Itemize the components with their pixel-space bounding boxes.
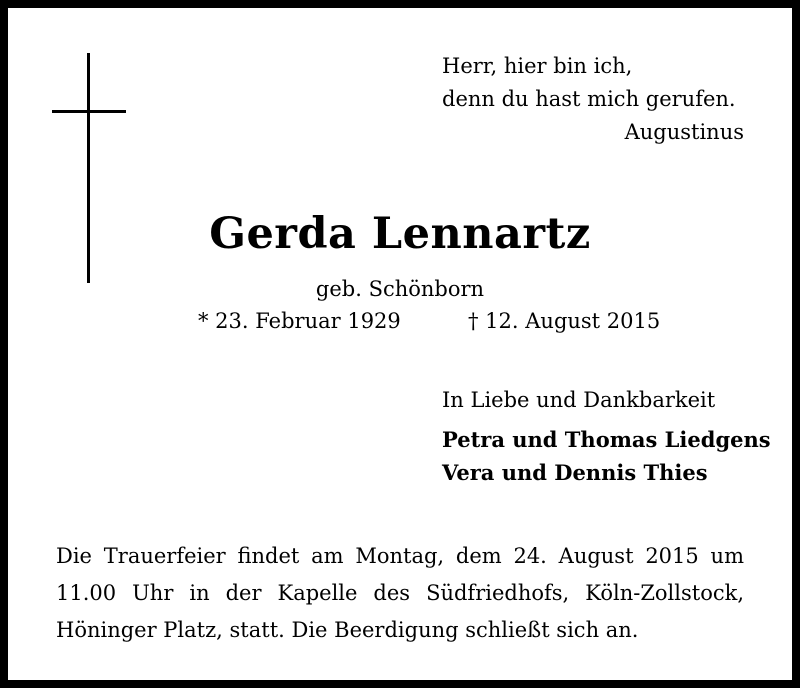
deceased-name: Gerda Lennartz — [209, 209, 591, 259]
mourner-name-1: Petra und Thomas Liedgens — [442, 427, 771, 452]
birth-date: * 23. Februar 1929 — [198, 309, 401, 333]
quote-line-2: denn du hast mich gerufen. — [442, 87, 736, 111]
death-date: † 12. August 2015 — [468, 309, 661, 333]
quote-block — [442, 50, 744, 149]
maiden-name: geb. Schönborn — [315, 277, 485, 301]
mourners-intro: In Liebe und Dankbarkeit — [442, 388, 716, 412]
cross-horizontal-bar — [52, 110, 126, 113]
mourner-name-2: Vera und Dennis Thies — [442, 460, 708, 485]
quote-author: Augustinus — [624, 120, 744, 144]
funeral-details: Die Trauerfeier findet am Montag, dem 24. August 2015 um 11.00 Uhr in der Kapelle des Südfriedhofs, Köln-Zollstock, Höninger Platz, statt. Die Beerdigung schließt sich an. — [56, 544, 744, 642]
mourners-block — [442, 384, 771, 489]
quote-line-1: Herr, hier bin ich, — [442, 54, 633, 78]
